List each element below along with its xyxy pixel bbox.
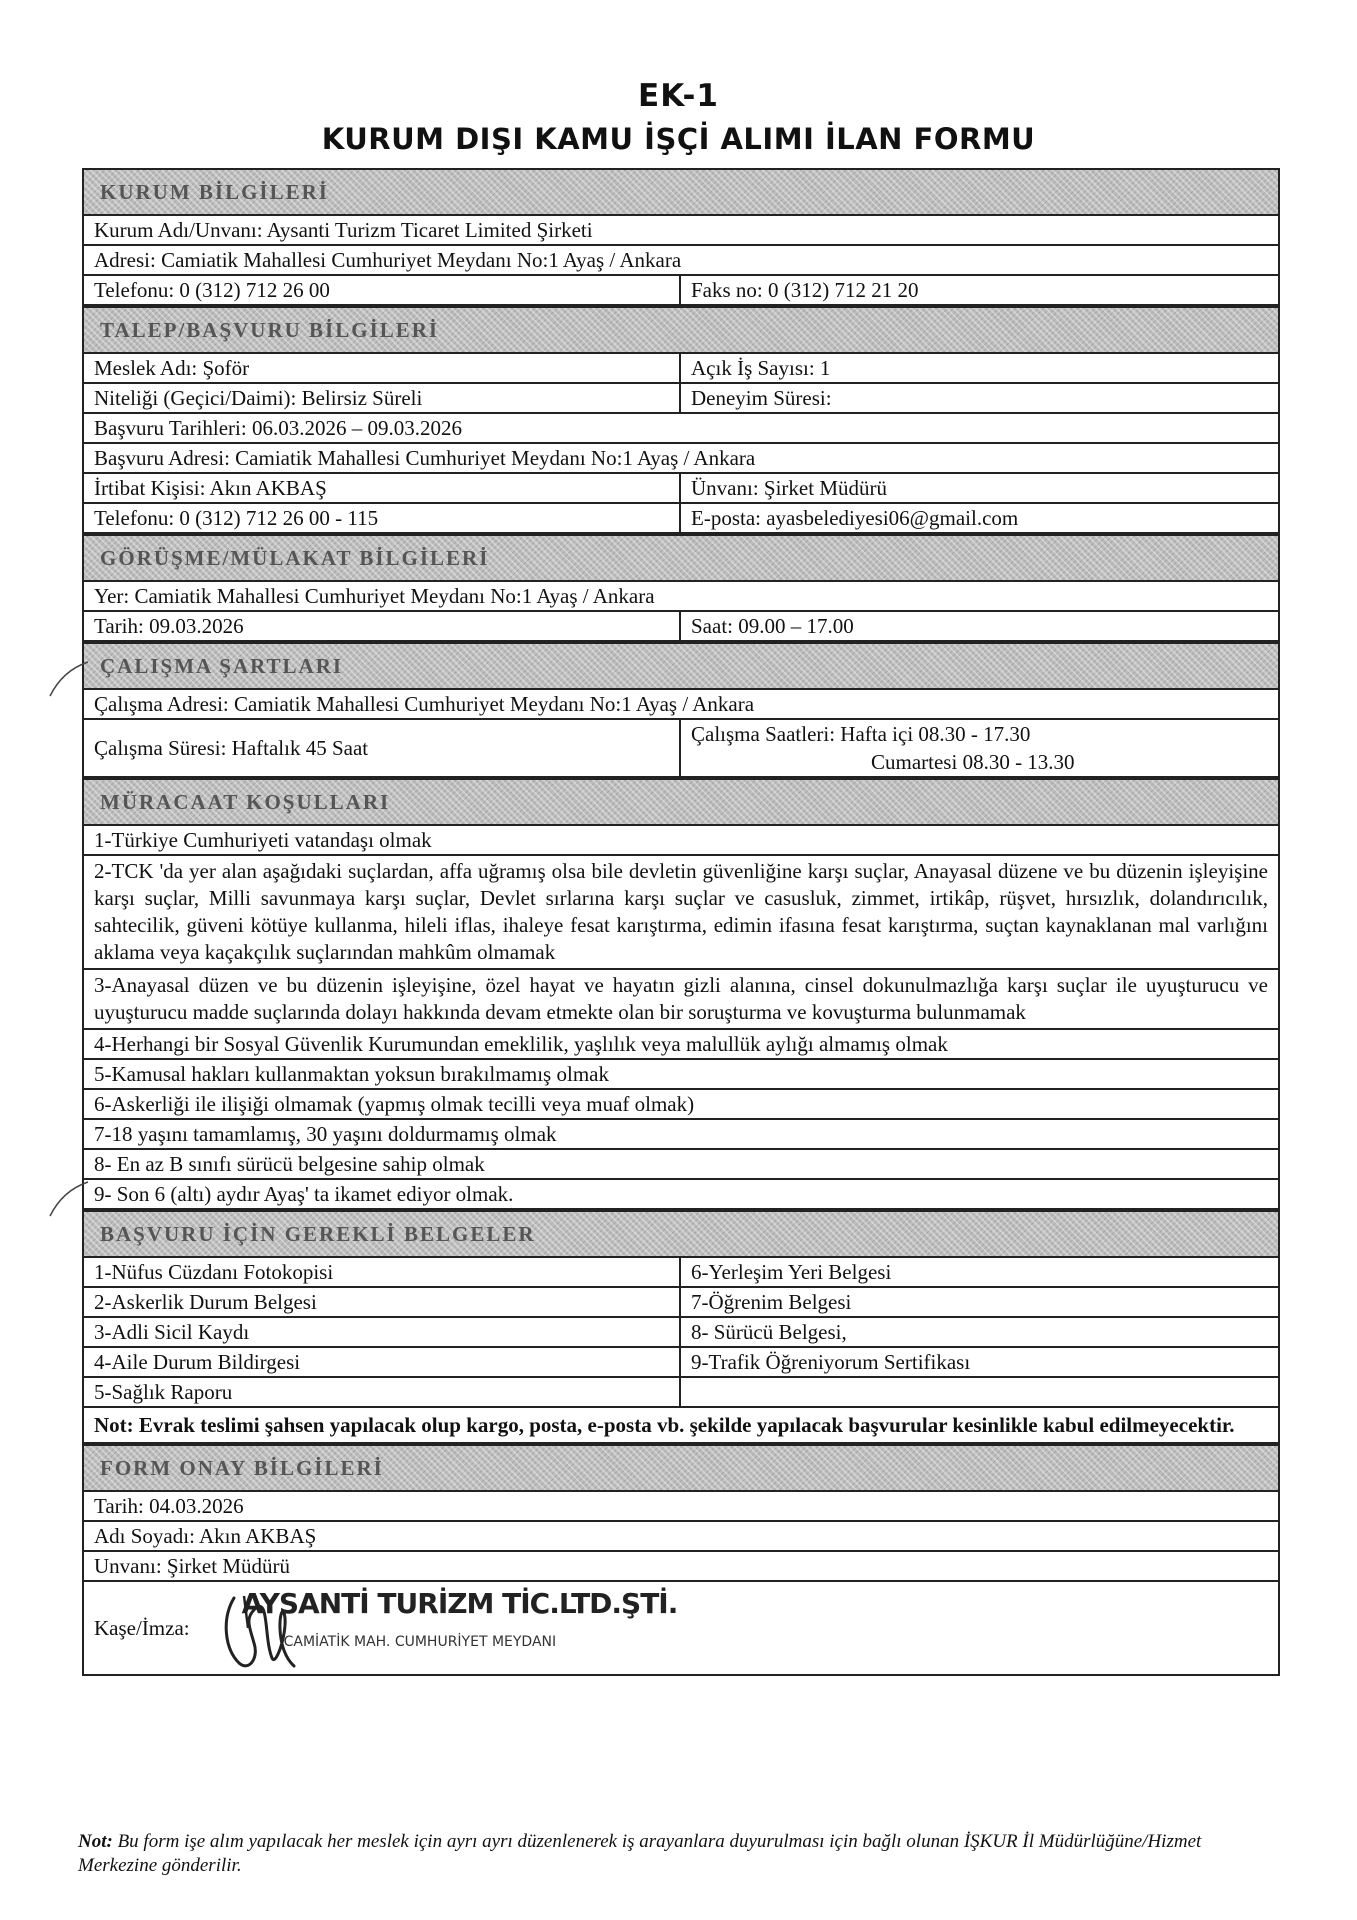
calisma-sure bbox=[84, 720, 681, 776]
section-kurum-heading: KURUM BİLGİLERİ bbox=[82, 168, 1280, 214]
belge-row-4 bbox=[82, 1346, 1280, 1376]
muracaat-item-9: 9- Son 6 (altı) aydır Ayaş' ta ikamet ediyor olmak. bbox=[94, 1182, 514, 1206]
kurum-fax: Faks no: 0 (312) 712 21 20 bbox=[691, 278, 919, 302]
talep-row-6 bbox=[82, 502, 1280, 534]
gorusme-row-2 bbox=[82, 610, 1280, 642]
belge-right-5 bbox=[681, 1378, 1278, 1406]
announcement-form bbox=[82, 168, 1280, 1676]
section-muracaat-heading: MÜRACAAT KOŞULLARI bbox=[82, 778, 1280, 824]
muracaat-item-6: 6-Askerliği ile ilişiği olmamak (yapmış olmak tecilli veya muaf olmak) bbox=[94, 1092, 695, 1116]
stamp-line-1: AYSANTİ TURİZM TİC.LTD.ŞTİ. bbox=[241, 1587, 678, 1620]
footer-note bbox=[78, 1830, 1278, 1878]
belge-row-1 bbox=[82, 1256, 1280, 1286]
belge-row-3 bbox=[82, 1316, 1280, 1346]
muracaat-item bbox=[82, 824, 1280, 854]
basvuru-adresi: Başvuru Adresi: Camiatik Mahallesi Cumhuriyet Meydanı No:1 Ayaş / Ankara bbox=[94, 446, 756, 470]
belge-right-4: 9-Trafik Öğreniyorum Sertifikası bbox=[691, 1350, 971, 1374]
gorusme-row-1 bbox=[82, 580, 1280, 610]
form-title: KURUM DIŞI KAMU İŞÇİ ALIMI İLAN FORMU bbox=[321, 122, 1036, 156]
talep-row-3 bbox=[82, 412, 1280, 442]
kurum-phone: Telefonu: 0 (312) 712 26 00 bbox=[84, 276, 681, 304]
belge-right-1: 6-Yerleşim Yeri Belgesi bbox=[691, 1260, 892, 1284]
scan-bracket-mark bbox=[40, 660, 90, 700]
onay-row-2 bbox=[82, 1520, 1280, 1550]
muracaat-item-2: 2-TCK 'da yer alan aşağıdaki suçlardan, affa uğramış olsa bile devletin güvenliğine karşı suçlar, Anayasal düzene ve bu düzenin işleyişine karşı suçlar, Milli savunmaya karşı suçlar, Devlet sırlarına karşı suçlar ve casusluk, zimmet, irtikâp, rüşvet, hırsızlık, dolandırıcılık, sahtecilik, güveni kötüye kullanma, hileli iflas, ihaleye fesat karıştırma, edimin ifasına fesat karıştırma, suçtan kaynaklanan mal varlığını aklama veya kaçakçılık suçlarından mahkûm olmamak bbox=[94, 859, 1268, 964]
gorusme-yer: Yer: Camiatik Mahallesi Cumhuriyet Meydanı No:1 Ayaş / Ankara bbox=[94, 584, 655, 608]
scan-bracket-mark bbox=[40, 1180, 90, 1220]
calisma-saatler-line2: Cumartesi 08.30 - 13.30 bbox=[871, 750, 1075, 774]
calisma-adres: Çalışma Adresi: Camiatik Mahallesi Cumhuriyet Meydanı No:1 Ayaş / Ankara bbox=[94, 692, 755, 716]
section-belgeler-heading: BAŞVURU İÇİN GEREKLİ BELGELER bbox=[82, 1210, 1280, 1256]
kurum-address: Adresi: Camiatik Mahallesi Cumhuriyet Meydanı No:1 Ayaş / Ankara bbox=[94, 248, 682, 272]
muracaat-item bbox=[82, 968, 1280, 1028]
belge-note: Not: Evrak teslimi şahsen yapılacak olup kargo, posta, e-posta vb. şekilde yapılacak başvurular kesinlikle kabul edilmeyecektir. bbox=[94, 1413, 1235, 1437]
belge-left-4: 4-Aile Durum Bildirgesi bbox=[84, 1348, 681, 1376]
acik-is-sayisi: Açık İş Sayısı: 1 bbox=[691, 356, 831, 380]
onay-tarih: Tarih: 04.03.2026 bbox=[94, 1494, 244, 1518]
kase-imza-cell bbox=[84, 1588, 1278, 1668]
gorusme-saat: Saat: 09.00 – 17.00 bbox=[691, 614, 854, 638]
calisma-row-2 bbox=[82, 718, 1280, 778]
section-talep-heading: TALEP/BAŞVURU BİLGİLERİ bbox=[82, 306, 1280, 352]
talep-row-2 bbox=[82, 382, 1280, 412]
irtibat-kisisi: İrtibat Kişisi: Akın AKBAŞ bbox=[84, 474, 681, 502]
muracaat-item-4: 4-Herhangi bir Sosyal Güvenlik Kurumundan emeklilik, yaşlılık veya malullük aylığı almamış olmak bbox=[94, 1032, 948, 1056]
muracaat-item-1: 1-Türkiye Cumhuriyeti vatandaşı olmak bbox=[94, 828, 432, 852]
annex-label: EK-1 bbox=[638, 78, 719, 114]
talep-row-4 bbox=[82, 442, 1280, 472]
onay-sign-row bbox=[82, 1580, 1280, 1676]
muracaat-item bbox=[82, 1178, 1280, 1210]
belge-row-5 bbox=[82, 1376, 1280, 1406]
kurum-address-row bbox=[82, 244, 1280, 274]
belge-row-2 bbox=[82, 1286, 1280, 1316]
calisma-row-1 bbox=[82, 688, 1280, 718]
deneyim: Deneyim Süresi: bbox=[691, 386, 832, 410]
belge-right-3: 8- Sürücü Belgesi, bbox=[691, 1320, 847, 1344]
muracaat-item bbox=[82, 1028, 1280, 1058]
section-gorusme-heading: GÖRÜŞME/MÜLAKAT BİLGİLERİ bbox=[82, 534, 1280, 580]
muracaat-item-8: 8- En az B sınıfı sürücü belgesine sahip olmak bbox=[94, 1152, 485, 1176]
belge-note-row bbox=[82, 1406, 1280, 1444]
irtibat-eposta: E-posta: ayasbelediyesi06@gmail.com bbox=[691, 506, 1019, 530]
belge-right-2: 7-Öğrenim Belgesi bbox=[691, 1290, 852, 1314]
belge-left-3: 3-Adli Sicil Kaydı bbox=[84, 1318, 681, 1346]
footer-note-text: Bu form işe alım yapılacak her meslek için ayrı ayrı düzenlenerek iş arayanlara duyurulması için bağlı olunan İŞKUR İl Müdürlüğüne/Hizmet Merkezine gönderilir. bbox=[78, 1831, 1202, 1876]
irtibat-telefon: Telefonu: 0 (312) 712 26 00 - 115 bbox=[84, 504, 681, 532]
belge-left-1: 1-Nüfus Cüzdanı Fotokopisi bbox=[84, 1258, 681, 1286]
company-stamp bbox=[214, 1587, 678, 1668]
gorusme-tarih: Tarih: 09.03.2026 bbox=[84, 612, 681, 640]
irtibat-unvan: Ünvanı: Şirket Müdürü bbox=[691, 476, 887, 500]
muracaat-item-7: 7-18 yaşını tamamlamış, 30 yaşını doldurmamış olmak bbox=[94, 1122, 557, 1146]
section-calisma-heading: ÇALIŞMA ŞARTLARI bbox=[82, 642, 1280, 688]
muracaat-item bbox=[82, 854, 1280, 968]
onay-row-3 bbox=[82, 1550, 1280, 1580]
talep-row-5 bbox=[82, 472, 1280, 502]
muracaat-item bbox=[82, 1088, 1280, 1118]
kase-imza-label: Kaşe/İmza: bbox=[94, 1616, 190, 1640]
meslek: Meslek Adı: Şoför bbox=[84, 354, 681, 382]
muracaat-item bbox=[82, 1148, 1280, 1178]
onay-unvan: Unvanı: Şirket Müdürü bbox=[94, 1554, 290, 1578]
belge-left-2: 2-Askerlik Durum Belgesi bbox=[84, 1288, 681, 1316]
calisma-saatler-line1: Çalışma Saatleri: Hafta içi 08.30 - 17.30 bbox=[691, 722, 1031, 746]
kurum-name-row bbox=[82, 214, 1280, 244]
kurum-contact-row bbox=[82, 274, 1280, 306]
section-onay-heading: FORM ONAY BİLGİLERİ bbox=[82, 1444, 1280, 1490]
calisma-saatler bbox=[681, 720, 1278, 776]
basvuru-tarihleri: Başvuru Tarihleri: 06.03.2026 – 09.03.2026 bbox=[94, 416, 462, 440]
onay-row-1 bbox=[82, 1490, 1280, 1520]
muracaat-item-5: 5-Kamusal hakları kullanmaktan yoksun bırakılmamış olmak bbox=[94, 1062, 609, 1086]
calisma-sure-text: Çalışma Süresi: Haftalık 45 Saat bbox=[94, 736, 369, 760]
muracaat-item bbox=[82, 1118, 1280, 1148]
muracaat-item-3: 3-Anayasal düzen ve bu düzenin işleyişine, özel hayat ve hayatın gizli alanına, cinsel dokunulmazlığa karşı suçlar ile uyuşturucu ve uyuşturucu madde suçlarında dolayı hakkında devam etmekte olan bir soruşturma ve kovuşturma bulunmamak bbox=[94, 973, 1268, 1024]
onay-adsoyad: Adı Soyadı: Akın AKBAŞ bbox=[94, 1524, 317, 1548]
talep-row-1 bbox=[82, 352, 1280, 382]
stamp-line-2: CAMİATİK MAH. CUMHURİYET MEYDANI bbox=[283, 1634, 557, 1650]
footer-note-lead: Not: bbox=[78, 1831, 113, 1852]
muracaat-item bbox=[82, 1058, 1280, 1088]
kurum-name: Kurum Adı/Unvanı: Aysanti Turizm Ticaret Limited Şirketi bbox=[94, 218, 593, 242]
belge-left-5: 5-Sağlık Raporu bbox=[84, 1378, 681, 1406]
nitelik: Niteliği (Geçici/Daimi): Belirsiz Süreli bbox=[84, 384, 681, 412]
